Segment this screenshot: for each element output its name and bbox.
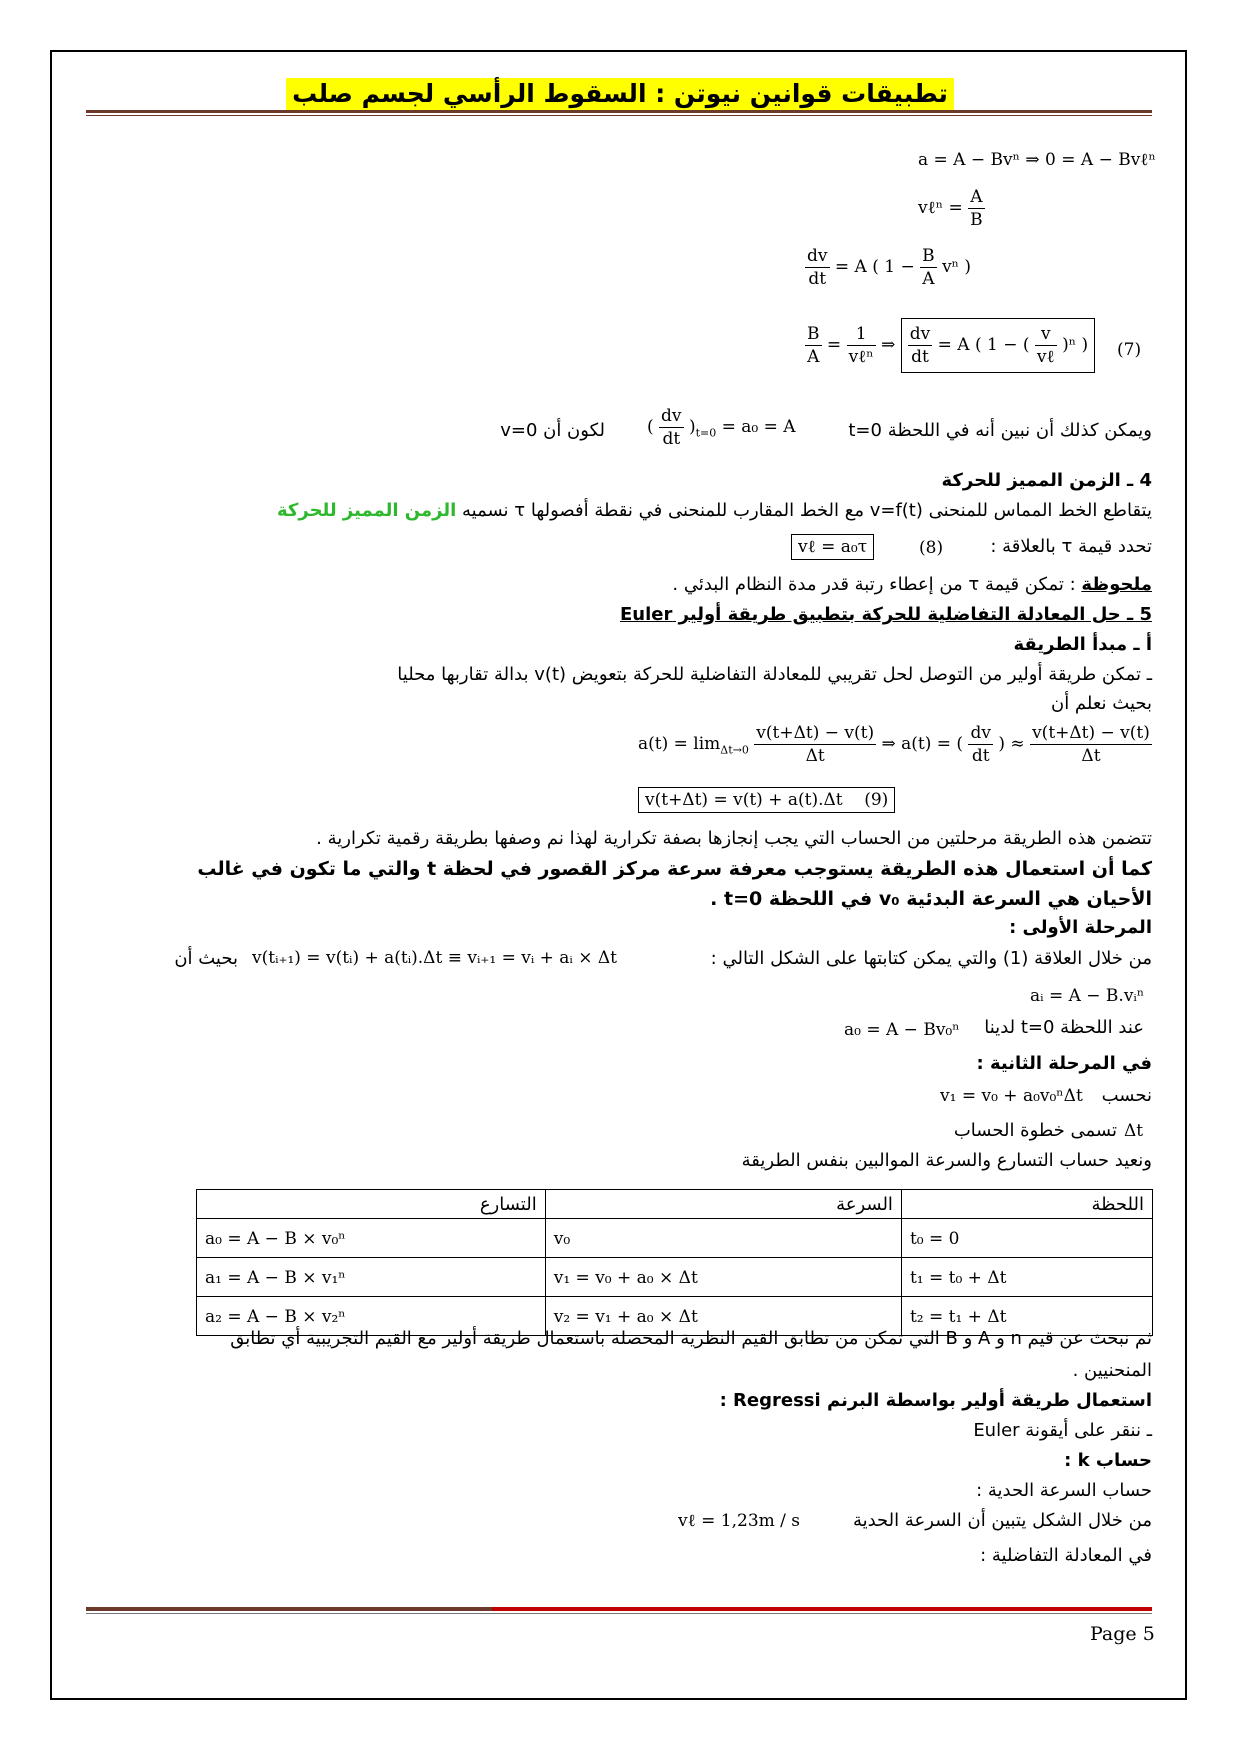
text-char-time-term: الزمن المميز للحركة <box>277 500 457 521</box>
eq-box-mid: = A ( 1 − ( <box>937 335 1030 355</box>
text-compute: نحسب <box>1101 1085 1152 1106</box>
table-cell <box>197 1258 546 1297</box>
eq-vl-n <box>918 186 985 231</box>
header-rule-thin <box>86 115 1152 116</box>
text-we-know: بحيث نعلم أن <box>1050 693 1152 714</box>
page-number: Page 5 <box>1090 1623 1155 1645</box>
frac-den: Δt <box>1081 746 1101 766</box>
text-step-name: تسمى خطوة الحساب <box>953 1120 1117 1141</box>
eq-label-8: (8) <box>919 538 944 558</box>
frac-num: v(t+Δt) − v(t) <box>1032 723 1150 743</box>
eq-lim-approx: ) ≈ <box>998 734 1025 754</box>
eq-lim-sub: Δt→0 <box>720 743 749 757</box>
eq-euler-step <box>638 787 895 813</box>
footer-rule-red <box>492 1607 1152 1611</box>
cell-accel: a₂ = A − B × v₂ⁿ <box>205 1306 346 1327</box>
text-limit-speed: من خلال الشكل يتبين أن السرعة الحدية <box>852 1510 1152 1531</box>
euler-table <box>196 1189 1153 1336</box>
eq-dvdt-0 <box>659 405 684 450</box>
text-curves: المنحنيين . <box>1072 1360 1152 1381</box>
cell-time: t₂ = t₁ + Δt <box>909 1306 1007 1327</box>
eq-delta-t: Δt <box>1124 1121 1144 1141</box>
eq-initial-accel: ( $\frac{dv}{dt}$ )$_{t=0} = a_0 = A$ <box>647 406 796 449</box>
frac-num: B <box>807 324 820 344</box>
eq-dvdt <box>805 245 830 290</box>
cell-accel: a₁ = A − B × v₁ⁿ <box>205 1267 346 1288</box>
frac-num: dv <box>807 246 828 266</box>
text-diff-eq: في المعادلة التفاضلية : <box>980 1545 1152 1566</box>
text-initial-speed-2: الأحيان هي السرعة البدئية v₀ في اللحظة t=0 . <box>710 888 1152 910</box>
table-cell <box>901 1219 1152 1258</box>
frac-den: B <box>970 210 983 230</box>
eq-ai: aᵢ = A − B.vᵢⁿ <box>1030 986 1145 1006</box>
text-at-t0: عند اللحظة t=0 لدينا <box>984 1017 1144 1038</box>
note-line <box>672 574 1152 595</box>
table-row <box>197 1219 1153 1258</box>
frac-num: 1 <box>847 323 876 346</box>
footer-rule-left <box>86 1607 492 1611</box>
frac-num: v(t+Δt) − v(t) <box>756 723 875 743</box>
eq-a0-value: a₀ = A − Bv₀ⁿ <box>844 1020 960 1040</box>
section-5-heading: 5 ـ حل المعادلة التفاضلية للحركة بتطبيق طريقة أولير Euler <box>620 604 1152 625</box>
eq-label-7: (7) <box>1117 340 1142 360</box>
frac-den: dt <box>662 429 681 449</box>
eq-b-over-a <box>805 323 822 368</box>
eq-v-over-vl <box>1035 323 1057 368</box>
frac-den: A <box>922 269 935 289</box>
eq-lim-left: a(t) = lim <box>638 734 721 754</box>
frac-den: dt <box>808 269 827 289</box>
frac-num: B <box>922 246 935 266</box>
text-char-time <box>277 500 1152 521</box>
footer-rule-thin <box>86 1613 1152 1614</box>
header-accel: التسارع <box>197 1190 546 1219</box>
frac-den: A <box>807 347 820 367</box>
eq-differential <box>805 245 971 290</box>
text-euler-intro: ـ تمكن طريقة أولير من التوصل لحل تقريبي للمعادلة التفاضلية للحركة بتعويض v(t) بدالة تقاربها محليا <box>397 664 1152 685</box>
text-two-stages: تتضمن هذه الطريقة مرحلتين من الحساب التي يجب إنجازها بصفة تكرارية لهذا نم وصفها بطريقة رقمية تكرارية . <box>316 828 1152 849</box>
cell-speed: v₁ = v₀ + a₀ × Δt <box>553 1267 698 1288</box>
stage-1-heading: المرحلة الأولى : <box>1009 917 1152 938</box>
title-wrap <box>0 78 1240 110</box>
eq-a0: = a₀ = A <box>721 417 796 437</box>
frac-num: A <box>968 186 985 209</box>
frac-den: vℓ <box>1036 347 1055 367</box>
text-limit-speed-calc: حساب السرعة الحدية : <box>976 1480 1152 1501</box>
eq-box-end: )ⁿ ) <box>1062 335 1089 355</box>
frac-den: dt <box>911 347 929 367</box>
frac-den: vℓⁿ <box>848 347 874 367</box>
k-heading: حساب k : <box>1064 1450 1152 1471</box>
frac-num: dv <box>970 723 991 743</box>
table-cell <box>545 1219 901 1258</box>
section-4-heading: 4 ـ الزمن المميز للحركة <box>941 470 1152 491</box>
eq-v1: v₁ = v₀ + a₀v₀ⁿΔt <box>940 1086 1083 1106</box>
eq-mid: = A ( 1 − <box>834 257 915 277</box>
text-click-euler: ـ ننقر على أيقونة Euler <box>973 1420 1152 1441</box>
eq-ba <box>920 245 937 290</box>
eq-sub-t0: t=0 <box>695 426 717 440</box>
stage-2-heading: في المرحلة الثانية : <box>976 1053 1152 1074</box>
cell-speed: v₀ <box>553 1228 571 1249</box>
text-because-v0: لكون أن v=0 <box>500 420 605 441</box>
eq-limit <box>638 722 1152 767</box>
text-initial-speed-1: كما أن استعمال هذه الطريقة يستوجب معرفة سرعة مركز القصور في لحظة t والتي ما تكون في غالب <box>197 858 1152 880</box>
subsection-a-heading: أ ـ مبدأ الطريقة <box>1013 634 1152 655</box>
eq-equals: = <box>826 335 842 355</box>
text-such-that: بحيث أن <box>174 948 238 969</box>
eq-lim-frac <box>754 722 876 767</box>
eq-vl-n-left: vℓⁿ = <box>918 198 963 218</box>
eq-iteration: v(tᵢ₊₁) = v(tᵢ) + a(tᵢ).Δt ≡ vᵢ₊₁ = vᵢ + aᵢ × Δt <box>252 948 618 968</box>
text-repeat: ونعيد حساب التسارع والسرعة الموالبين بنفس الطريقة <box>741 1150 1152 1171</box>
eq-end: vⁿ ) <box>942 257 972 277</box>
table-row <box>197 1258 1153 1297</box>
eq-boxed-seven <box>901 318 1095 373</box>
header-speed: السرعة <box>545 1190 901 1219</box>
table-header-row <box>197 1190 1153 1219</box>
frac-den: Δt <box>805 746 825 766</box>
eq-vl-n-frac <box>968 186 985 231</box>
eq-dvdt-box <box>908 323 933 368</box>
eq-lim-mid: ⇒ a(t) = ( <box>881 734 964 754</box>
text-char-time-a: يتقاطع الخط المماس للمنحنى v=f(t) مع الخط المقارب للمنحنى في نقطة أفصولها τ نسميه <box>462 500 1152 521</box>
table-cell <box>197 1219 546 1258</box>
eq-one-over-vl <box>847 323 876 368</box>
note-text: : تمكن قيمة τ من إعطاء رتبة قدر مدة النظام البدئي . <box>672 574 1082 595</box>
table-cell <box>545 1258 901 1297</box>
eq-euler-step-expr: v(t+Δt) = v(t) + a(t).Δt <box>645 790 843 810</box>
eq-implies: ⇒ <box>881 335 896 355</box>
regressi-heading: استعمال طريقة أولير بواسطة البرنم Regressi : <box>719 1390 1152 1411</box>
frac-num: dv <box>661 406 682 426</box>
text-initial-accel: ويمكن كذلك أن نبين أنه في اللحظة t=0 <box>848 420 1152 441</box>
text-relation-1: من خلال العلاقة (1) والتي يمكن كتابتها على الشكل التالي : <box>710 948 1152 969</box>
page-title: تطبيقات قوانين نيوتن : السقوط الرأسي لجسم صلب <box>286 78 954 110</box>
frac-num: dv <box>909 324 931 344</box>
eq-terminal-velocity: a = A − Bvⁿ ⇒ 0 = A − Bvℓⁿ <box>918 150 1156 170</box>
text-fit-values: ثم نبحث عن قيم n و A و B التي تمكن من تطابق القيم النظرية المحصلة باستعمال طريقة أولير مع القيم التجريبية أي تطابق <box>230 1328 1152 1349</box>
cell-time: t₀ = 0 <box>909 1228 960 1249</box>
eq-lim-dvdt <box>968 722 993 767</box>
eq-seven <box>805 318 1095 373</box>
frac-den: dt <box>971 746 990 766</box>
eq-label-9: (9) <box>864 790 889 810</box>
cell-speed: v₂ = v₁ + a₀ × Δt <box>553 1306 698 1327</box>
cell-time: t₁ = t₀ + Δt <box>909 1267 1007 1288</box>
cell-accel: a₀ = A − B × v₀ⁿ <box>205 1228 346 1249</box>
eq-vl-tau: vℓ = a₀τ <box>791 534 874 560</box>
header-rule <box>86 110 1152 113</box>
eq-vl-value: vℓ = 1,23m / s <box>678 1511 801 1531</box>
header-time: اللحظة <box>901 1190 1152 1219</box>
note-label: ملحوظة <box>1081 574 1152 595</box>
eq-lim-rfrac <box>1030 722 1152 767</box>
table-cell <box>901 1258 1152 1297</box>
text-tau-relation: تحدد قيمة τ بالعلاقة : <box>990 536 1152 557</box>
frac-num: v <box>1035 323 1057 346</box>
